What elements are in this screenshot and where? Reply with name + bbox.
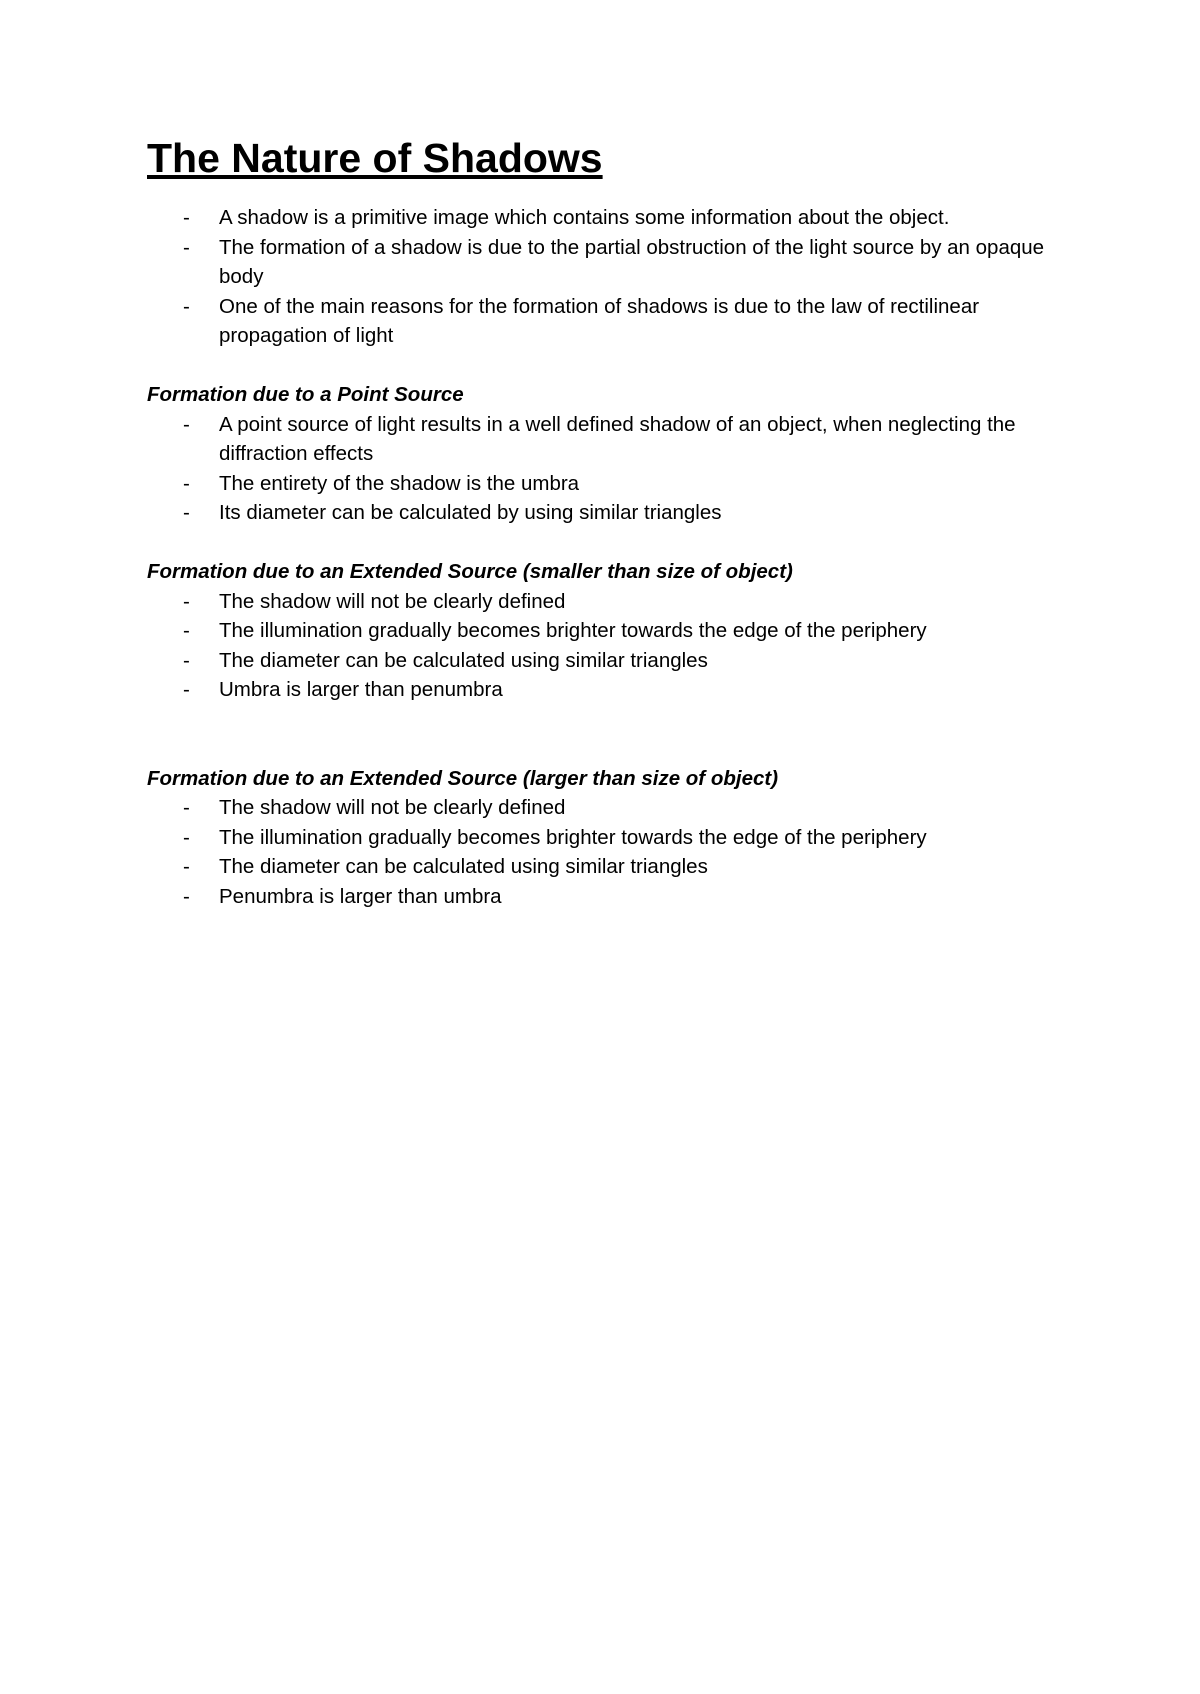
section-list <box>147 793 1067 911</box>
bullet-dash: - <box>183 412 190 436</box>
bullet-dash: - <box>183 501 190 524</box>
bullet-dash: - <box>183 796 190 819</box>
list-item-text: The shadow will not be clearly defined <box>219 589 566 613</box>
list-item-text: Its diameter can be calculated by using similar triangles <box>219 501 722 524</box>
spacer <box>147 528 1067 558</box>
list-item-text: The illumination gradually becomes brighter towards the edge of the periphery <box>219 825 927 849</box>
list-item <box>147 882 1067 912</box>
intro-list <box>147 203 1067 351</box>
list-item-text: The formation of a shadow is due to the partial obstruction of the light source by an opaque body <box>219 235 1045 288</box>
section-heading: Formation due to an Extended Source (larger than size of object) <box>147 766 779 790</box>
list-item-text: The shadow will not be clearly defined <box>219 796 566 819</box>
bullet-dash: - <box>183 206 190 229</box>
section-point-source <box>147 380 1067 528</box>
list-item <box>147 587 1067 617</box>
list-item <box>147 233 1067 292</box>
section-extended-source-smaller <box>147 557 1067 705</box>
spacer <box>147 705 1067 764</box>
list-item-text: The diameter can be calculated using similar triangles <box>219 855 708 878</box>
section-list <box>147 587 1067 705</box>
list-item-text: The illumination gradually becomes brighter towards the edge of the periphery <box>219 619 927 642</box>
bullet-dash: - <box>183 678 190 701</box>
bullet-dash: - <box>183 471 190 495</box>
list-item <box>147 203 1067 233</box>
section-heading: Formation due to a Point Source <box>147 383 464 406</box>
spacer <box>147 351 1067 381</box>
list-item-text: A point source of light results in a well defined shadow of an object, when neglecting the diffraction effects <box>219 412 1016 465</box>
list-item <box>147 675 1067 705</box>
section-extended-source-larger <box>147 764 1067 912</box>
bullet-dash: - <box>183 825 190 849</box>
list-item <box>147 292 1067 351</box>
list-item-text: A shadow is a primitive image which contains some information about the object. <box>219 206 950 229</box>
list-item <box>147 616 1067 646</box>
bullet-dash: - <box>183 855 190 878</box>
section-heading: Formation due to an Extended Source (smaller than size of object) <box>147 560 793 583</box>
bullet-dash: - <box>183 589 190 613</box>
bullet-dash: - <box>183 619 190 642</box>
list-item <box>147 823 1067 853</box>
list-item-text: Penumbra is larger than umbra <box>219 884 502 908</box>
list-item <box>147 410 1067 469</box>
list-item-text: The diameter can be calculated using similar triangles <box>219 648 708 672</box>
list-item <box>147 646 1067 676</box>
list-item <box>147 469 1067 499</box>
list-item-text: The entirety of the shadow is the umbra <box>219 471 580 495</box>
document-body <box>147 135 1067 911</box>
bullet-dash: - <box>183 648 190 672</box>
list-item-text: Umbra is larger than penumbra <box>219 678 503 701</box>
list-item <box>147 498 1067 528</box>
list-item <box>147 793 1067 823</box>
bullet-dash: - <box>183 294 190 318</box>
document-title: The Nature of Shadows <box>147 135 603 181</box>
bullet-dash: - <box>183 884 190 908</box>
list-item-text: One of the main reasons for the formation of shadows is due to the law of rectilinear propagation of light <box>219 294 980 347</box>
list-item <box>147 852 1067 882</box>
section-list <box>147 410 1067 528</box>
bullet-dash: - <box>183 235 190 259</box>
